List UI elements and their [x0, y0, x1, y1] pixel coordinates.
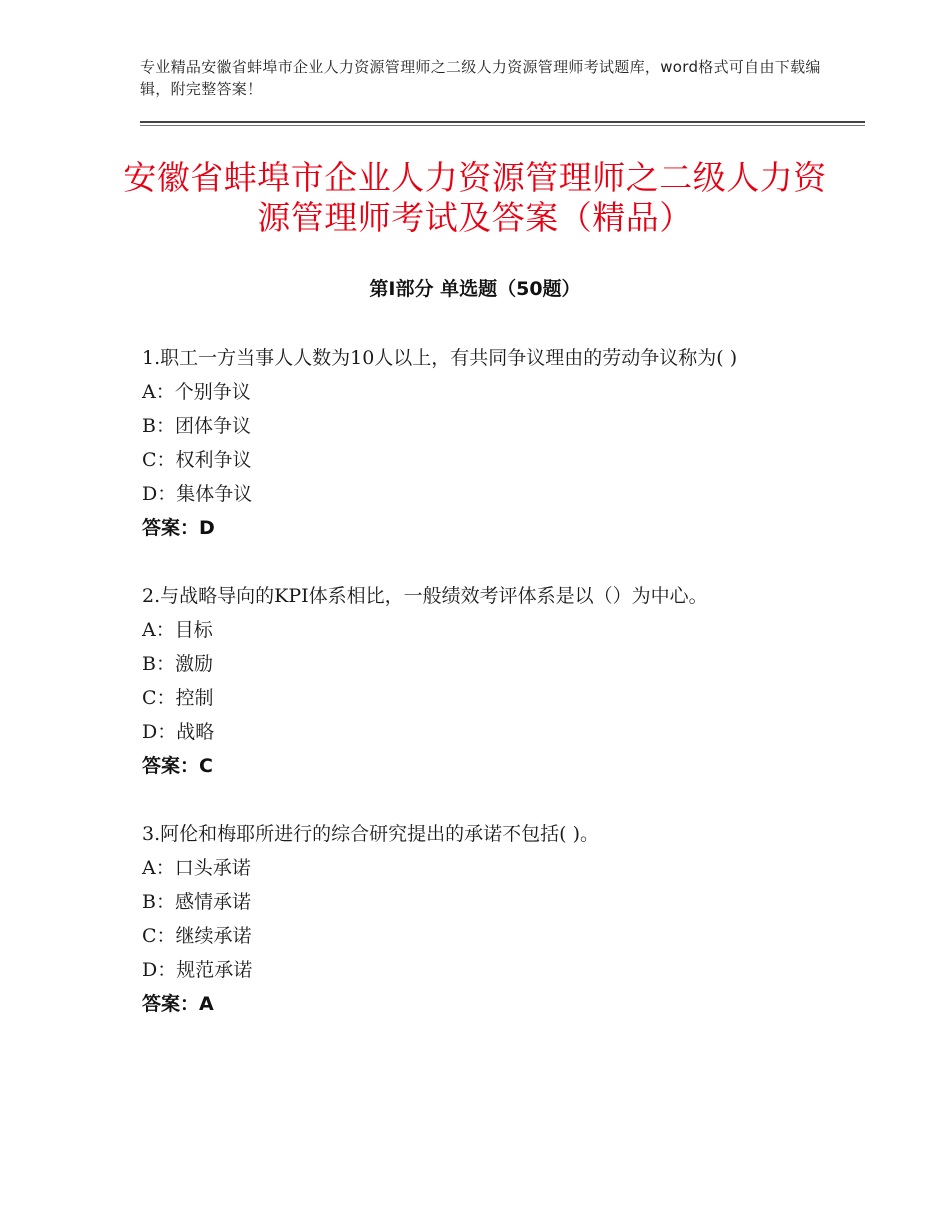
option-b: B：感情承诺 [142, 891, 251, 913]
header-rule-thick [140, 121, 865, 123]
question-1 [142, 341, 822, 545]
question-stem: 2.与战略导向的KPI体系相比，一般绩效考评体系是以（）为中心。 [142, 585, 708, 607]
option-d: D：战略 [142, 721, 215, 743]
section-heading: 第I部分 单选题（50题） [369, 278, 581, 300]
option-c: C：控制 [142, 687, 214, 709]
answer: 答案：A [142, 993, 214, 1015]
option-a: A：个别争议 [142, 381, 251, 403]
option-a: A：目标 [142, 619, 213, 641]
header-note: 专业精品安徽省蚌埠市企业人力资源管理师之二级人力资源管理师考试题库，word格式可自由下载编辑，附完整答案！ [140, 58, 821, 98]
option-b: B：团体争议 [142, 415, 251, 437]
option-d: D：规范承诺 [142, 959, 253, 981]
question-stem: 3.阿伦和梅耶所进行的综合研究提出的承诺不包括( )。 [142, 823, 599, 845]
answer: 答案：D [142, 517, 215, 539]
option-a: A：口头承诺 [142, 857, 251, 879]
option-b: B：激励 [142, 653, 213, 675]
question-3 [142, 817, 822, 1021]
question-list [142, 341, 822, 1055]
answer: 答案：C [142, 755, 213, 777]
option-c: C：继续承诺 [142, 925, 252, 947]
document-title: 安徽省蚌埠市企业人力资源管理师之二级人力资源管理师考试及答案（精品） [123, 158, 827, 237]
header-rule-thin [140, 125, 865, 126]
option-c: C：权利争议 [142, 449, 252, 471]
question-2 [142, 579, 822, 783]
option-d: D：集体争议 [142, 483, 253, 505]
question-stem: 1.职工一方当事人人数为10人以上，有共同争议理由的劳动争议称为( ) [142, 347, 738, 369]
